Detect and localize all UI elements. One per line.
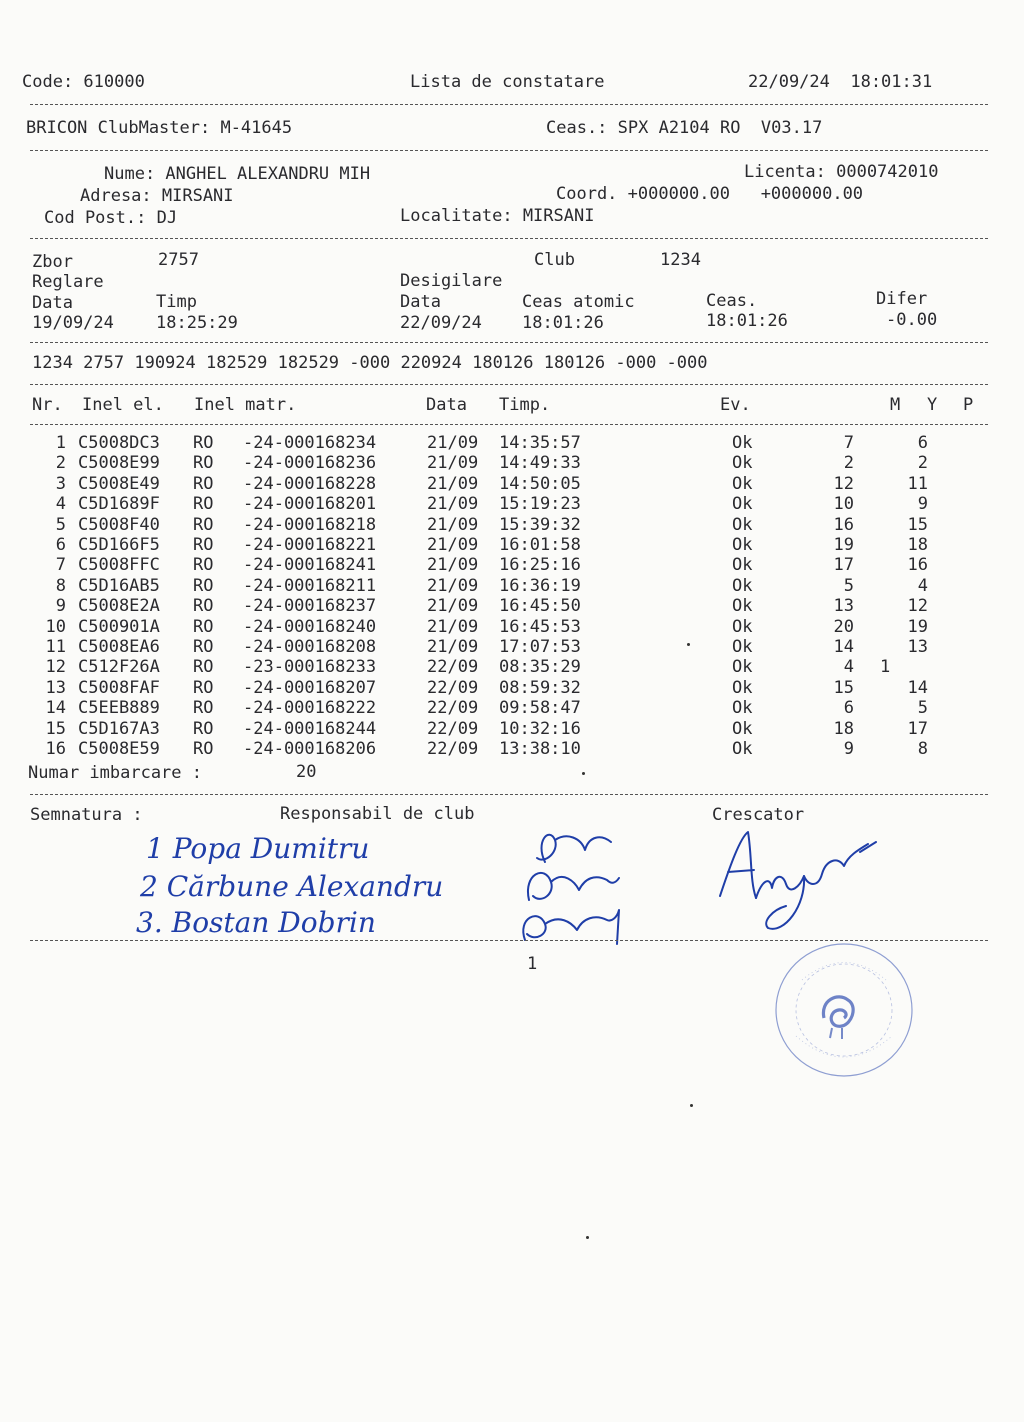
table-row bbox=[0, 739, 1024, 759]
print-datetime: 22/09/24 18:01:31 bbox=[748, 72, 933, 92]
event-status: Ok bbox=[732, 596, 753, 617]
registration-ring-id: -24-000168211 bbox=[243, 575, 377, 596]
rank-y: 11 bbox=[907, 473, 928, 494]
rank-m: 15 bbox=[833, 677, 854, 698]
country-code: RO bbox=[193, 433, 214, 453]
row-number: 9 bbox=[55, 596, 66, 617]
clock-label: Ceas. bbox=[706, 291, 758, 311]
row-number: 14 bbox=[45, 698, 66, 719]
breeder-signature bbox=[710, 826, 880, 941]
divider bbox=[30, 794, 988, 795]
country-code: RO bbox=[193, 718, 214, 739]
rank-y: 15 bbox=[907, 514, 928, 535]
arrival-date: 21/09 bbox=[427, 494, 479, 515]
rank-m: 7 bbox=[843, 433, 854, 453]
rank-y: 19 bbox=[907, 616, 928, 637]
country-code: RO bbox=[193, 453, 214, 474]
row-number: 13 bbox=[45, 677, 66, 698]
row-number: 15 bbox=[45, 718, 66, 739]
rank-m: 14 bbox=[833, 637, 854, 657]
setting-label: Reglare bbox=[32, 272, 104, 292]
row-number: 5 bbox=[55, 514, 66, 535]
divider bbox=[30, 342, 988, 343]
setting-date: 19/09/24 bbox=[32, 313, 114, 333]
table-row bbox=[0, 698, 1024, 718]
divider bbox=[30, 384, 988, 385]
event-status: Ok bbox=[732, 657, 753, 678]
owner-licence: Licenta: 0000742010 bbox=[744, 162, 939, 182]
code-label: Code: 610000 bbox=[22, 72, 145, 92]
rank-y: 2 bbox=[917, 453, 928, 474]
row-number: 1 bbox=[55, 433, 66, 453]
registration-ring-id: -24-000168221 bbox=[243, 535, 377, 555]
signature-label: Semnatura : bbox=[30, 805, 143, 825]
electronic-ring-id: C5008E2A bbox=[78, 596, 160, 617]
rank-m: 20 bbox=[833, 616, 854, 637]
table-row bbox=[0, 535, 1024, 555]
country-code: RO bbox=[193, 473, 214, 494]
arrival-time: 13:38:10 bbox=[499, 739, 581, 759]
table-row bbox=[0, 453, 1024, 473]
arrival-date: 22/09 bbox=[427, 698, 479, 719]
col-y: Y bbox=[927, 395, 938, 415]
row-number: 6 bbox=[55, 535, 66, 555]
table-row bbox=[0, 719, 1024, 739]
electronic-ring-id: C5008DC3 bbox=[78, 433, 160, 453]
difference-value: -0.00 bbox=[886, 310, 938, 330]
rank-y: 17 bbox=[907, 718, 928, 739]
table-row bbox=[0, 515, 1024, 535]
registration-ring-id: -24-000168244 bbox=[243, 718, 377, 739]
arrival-date: 21/09 bbox=[427, 596, 479, 617]
document-title: Lista de constatare bbox=[410, 72, 605, 92]
event-status: Ok bbox=[732, 677, 753, 698]
table-row bbox=[0, 433, 1024, 453]
club-number: 1234 bbox=[660, 250, 701, 270]
registration-ring-id: -24-000168222 bbox=[243, 698, 377, 719]
setting-date-label: Data bbox=[32, 293, 73, 313]
country-code: RO bbox=[193, 514, 214, 535]
electronic-ring-id: C5D166F5 bbox=[78, 535, 160, 555]
owner-coordinates: Coord. +000000.00 +000000.00 bbox=[556, 184, 864, 204]
handwritten-name-2: 2 Cărbune Alexandru bbox=[140, 870, 444, 903]
arrival-date: 22/09 bbox=[427, 677, 479, 698]
arrival-date: 21/09 bbox=[427, 453, 479, 474]
event-status: Ok bbox=[732, 433, 753, 453]
table-row bbox=[0, 576, 1024, 596]
col-p: P bbox=[963, 395, 974, 415]
arrival-time: 16:25:16 bbox=[499, 555, 581, 576]
col-m: M bbox=[890, 395, 901, 415]
boarding-count: 20 bbox=[296, 762, 317, 782]
arrival-time: 10:32:16 bbox=[499, 718, 581, 739]
electronic-ring-id: C5D16AB5 bbox=[78, 575, 160, 596]
electronic-ring-id: C5EEB889 bbox=[78, 698, 160, 719]
registration-ring-id: -24-000168218 bbox=[243, 514, 377, 535]
country-code: RO bbox=[193, 698, 214, 719]
row-number: 2 bbox=[55, 453, 66, 474]
event-status: Ok bbox=[732, 616, 753, 637]
owner-address: Adresa: MIRSANI bbox=[80, 186, 234, 206]
rank-y: 18 bbox=[907, 535, 928, 555]
event-status: Ok bbox=[732, 453, 753, 474]
country-code: RO bbox=[193, 677, 214, 698]
arrival-time: 14:50:05 bbox=[499, 473, 581, 494]
responsible-signatures bbox=[515, 822, 625, 952]
owner-postcode: Cod Post.: DJ bbox=[44, 208, 178, 228]
rank-m: 5 bbox=[843, 575, 854, 596]
rank-m: 12 bbox=[833, 473, 854, 494]
event-status: Ok bbox=[732, 555, 753, 576]
electronic-ring-id: C500901A bbox=[78, 616, 160, 637]
event-status: Ok bbox=[732, 473, 753, 494]
col-electronic-ring: Inel el. bbox=[82, 395, 164, 415]
electronic-ring-id: C5008E49 bbox=[78, 473, 160, 494]
scan-speck bbox=[690, 1104, 693, 1107]
flight-number: 2757 bbox=[158, 250, 199, 270]
registration-ring-id: -24-000168240 bbox=[243, 616, 377, 637]
rank-y: 12 bbox=[907, 596, 928, 617]
country-code: RO bbox=[193, 555, 214, 576]
arrival-date: 21/09 bbox=[427, 555, 479, 576]
col-time: Timp. bbox=[499, 395, 551, 415]
clock-id: Ceas.: SPX A2104 RO V03.17 bbox=[546, 118, 823, 138]
arrival-date: 21/09 bbox=[427, 616, 479, 637]
row-number: 16 bbox=[45, 739, 66, 759]
arrival-date: 22/09 bbox=[427, 739, 479, 759]
rank-y: 9 bbox=[917, 494, 928, 515]
event-status: Ok bbox=[732, 637, 753, 657]
arrival-time: 16:45:53 bbox=[499, 616, 581, 637]
arrival-time: 15:39:32 bbox=[499, 514, 581, 535]
registration-ring-id: -24-000168206 bbox=[243, 739, 377, 759]
country-code: RO bbox=[193, 575, 214, 596]
atomic-clock-label: Ceas atomic bbox=[522, 292, 635, 312]
country-code: RO bbox=[193, 637, 214, 657]
unsealing-date-label: Data bbox=[400, 292, 441, 312]
scan-speck bbox=[586, 1236, 589, 1239]
row-number: 7 bbox=[55, 555, 66, 576]
country-code: RO bbox=[193, 616, 214, 637]
rank-m: 10 bbox=[833, 494, 854, 515]
table-row bbox=[0, 637, 1024, 657]
rank-y: 16 bbox=[907, 555, 928, 576]
scan-speck bbox=[582, 772, 585, 775]
rank-m: 6 bbox=[843, 698, 854, 719]
arrival-date: 21/09 bbox=[427, 433, 479, 453]
breeder-label: Crescator bbox=[712, 805, 805, 825]
registration-ring-id: -24-000168234 bbox=[243, 433, 377, 453]
registration-ring-id: -23-000168233 bbox=[243, 657, 377, 678]
rank-y: 1 bbox=[880, 657, 891, 678]
row-number: 11 bbox=[45, 637, 66, 657]
arrival-date: 21/09 bbox=[427, 514, 479, 535]
rank-y: 5 bbox=[917, 698, 928, 719]
rank-m: 2 bbox=[843, 453, 854, 474]
atomic-clock-time: 18:01:26 bbox=[522, 313, 604, 333]
arrival-time: 14:35:57 bbox=[499, 433, 581, 453]
col-date: Data bbox=[426, 395, 467, 415]
electronic-ring-id: C5D167A3 bbox=[78, 718, 160, 739]
electronic-ring-id: C5D1689F bbox=[78, 494, 160, 515]
divider bbox=[30, 104, 988, 105]
rank-y: 6 bbox=[917, 433, 928, 453]
row-number: 4 bbox=[55, 494, 66, 515]
device-id: BRICON ClubMaster: M-41645 bbox=[26, 118, 293, 138]
rank-y: 8 bbox=[917, 739, 928, 759]
electronic-ring-id: C5008FAF bbox=[78, 677, 160, 698]
event-status: Ok bbox=[732, 535, 753, 555]
owner-locality: Localitate: MIRSANI bbox=[400, 206, 595, 226]
col-nr: Nr. bbox=[32, 395, 63, 415]
col-registration-ring: Inel matr. bbox=[194, 395, 297, 415]
club-stamp bbox=[772, 940, 916, 1080]
event-status: Ok bbox=[732, 718, 753, 739]
setting-time-label: Timp bbox=[156, 292, 197, 312]
event-status: Ok bbox=[732, 494, 753, 515]
registration-ring-id: -24-000168208 bbox=[243, 637, 377, 657]
country-code: RO bbox=[193, 494, 214, 515]
arrival-time: 16:36:19 bbox=[499, 575, 581, 596]
boarding-count-label: Numar imbarcare : bbox=[28, 763, 202, 783]
arrival-time: 08:35:29 bbox=[499, 657, 581, 678]
owner-name: Nume: ANGHEL ALEXANDRU MIH bbox=[104, 164, 371, 184]
club-label: Club bbox=[534, 250, 575, 270]
registration-ring-id: -24-000168207 bbox=[243, 677, 377, 698]
registration-ring-id: -24-000168237 bbox=[243, 596, 377, 617]
table-row bbox=[0, 474, 1024, 494]
rank-m: 4 bbox=[843, 657, 854, 678]
flight-label: Zbor bbox=[32, 252, 73, 272]
arrival-time: 16:01:58 bbox=[499, 535, 581, 555]
electronic-ring-id: C5008F40 bbox=[78, 514, 160, 535]
registration-ring-id: -24-000168236 bbox=[243, 453, 377, 474]
arrival-time: 08:59:32 bbox=[499, 677, 581, 698]
rank-y: 13 bbox=[907, 637, 928, 657]
club-responsible-label: Responsabil de club bbox=[280, 804, 475, 824]
arrival-time: 15:19:23 bbox=[499, 494, 581, 515]
divider bbox=[30, 238, 988, 239]
arrival-time: 17:07:53 bbox=[499, 637, 581, 657]
row-number: 3 bbox=[55, 473, 66, 494]
electronic-ring-id: C5008E99 bbox=[78, 453, 160, 474]
handwritten-responsible-names bbox=[130, 822, 490, 952]
table-row bbox=[0, 555, 1024, 575]
event-status: Ok bbox=[732, 739, 753, 759]
event-status: Ok bbox=[732, 514, 753, 535]
rank-m: 9 bbox=[843, 739, 854, 759]
arrival-date: 21/09 bbox=[427, 637, 479, 657]
event-status: Ok bbox=[732, 575, 753, 596]
event-status: Ok bbox=[732, 698, 753, 719]
arrival-date: 22/09 bbox=[427, 718, 479, 739]
arrival-date: 22/09 bbox=[427, 657, 479, 678]
rank-y: 4 bbox=[917, 575, 928, 596]
table-row bbox=[0, 657, 1024, 677]
arrival-date: 21/09 bbox=[427, 575, 479, 596]
country-code: RO bbox=[193, 535, 214, 555]
table-row bbox=[0, 617, 1024, 637]
table-header bbox=[0, 395, 1024, 415]
arrival-time: 09:58:47 bbox=[499, 698, 581, 719]
country-code: RO bbox=[193, 657, 214, 678]
electronic-ring-id: C5008E59 bbox=[78, 739, 160, 759]
encoded-summary-line: 1234 2757 190924 182529 182529 -000 220924 180126 180126 -000 -000 bbox=[32, 353, 708, 373]
arrival-time: 16:45:50 bbox=[499, 596, 581, 617]
arrival-time: 14:49:33 bbox=[499, 453, 581, 474]
divider bbox=[30, 424, 988, 425]
rank-m: 18 bbox=[833, 718, 854, 739]
unsealing-date: 22/09/24 bbox=[400, 313, 482, 333]
registration-ring-id: -24-000168228 bbox=[243, 473, 377, 494]
electronic-ring-id: C5008FFC bbox=[78, 555, 160, 576]
table-row bbox=[0, 494, 1024, 514]
registration-ring-id: -24-000168201 bbox=[243, 494, 377, 515]
rank-m: 13 bbox=[833, 596, 854, 617]
arrival-date: 21/09 bbox=[427, 473, 479, 494]
registration-ring-id: -24-000168241 bbox=[243, 555, 377, 576]
scan-speck bbox=[687, 643, 690, 646]
country-code: RO bbox=[193, 596, 214, 617]
electronic-ring-id: C5008EA6 bbox=[78, 637, 160, 657]
difference-label: Difer bbox=[876, 289, 928, 309]
electronic-ring-id: C512F26A bbox=[78, 657, 160, 678]
setting-time: 18:25:29 bbox=[156, 313, 238, 333]
handwritten-name-1: 1 Popa Dumitru bbox=[146, 832, 370, 865]
country-code: RO bbox=[193, 739, 214, 759]
rank-m: 19 bbox=[833, 535, 854, 555]
table-row bbox=[0, 678, 1024, 698]
row-number: 10 bbox=[45, 616, 66, 637]
rank-m: 16 bbox=[833, 514, 854, 535]
col-event: Ev. bbox=[720, 395, 751, 415]
clock-time: 18:01:26 bbox=[706, 311, 788, 331]
unsealing-label: Desigilare bbox=[400, 271, 503, 291]
handwritten-name-3: 3. Bostan Dobrin bbox=[136, 906, 376, 939]
page-number: 1 bbox=[527, 954, 538, 974]
table-row bbox=[0, 596, 1024, 616]
row-number: 12 bbox=[45, 657, 66, 678]
rank-y: 14 bbox=[907, 677, 928, 698]
divider bbox=[30, 150, 988, 151]
row-number: 8 bbox=[55, 575, 66, 596]
arrival-date: 21/09 bbox=[427, 535, 479, 555]
rank-m: 17 bbox=[833, 555, 854, 576]
